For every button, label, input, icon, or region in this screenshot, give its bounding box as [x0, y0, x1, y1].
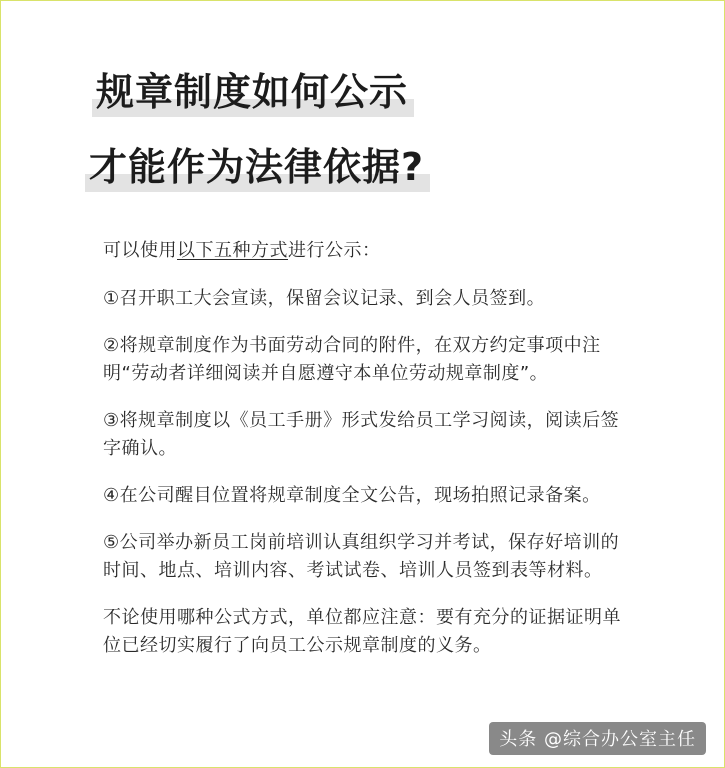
list-item-4: ④在公司醒目位置将规章制度全文公告，现场拍照记录备案。 — [103, 485, 601, 506]
intro-underlined: 以下五种方式 — [177, 240, 288, 261]
list-item-5: ⑤公司举办新员工岗前培训认真组织学习并考试，保存好培训的时间、地点、培训内容、考试试卷、培训人员签到表等材料。 — [103, 532, 620, 581]
conclusion-paragraph: 不论使用哪种公式方式，单位都应注意：要有充分的证据证明单位已经切实履行了向员工公示规章制度的义务。 — [103, 607, 621, 656]
intro-paragraph — [103, 237, 623, 265]
list-item-3: ③将规章制度以《员工手册》形式发给员工学习阅读，阅读后签字确认。 — [103, 410, 620, 459]
title-line-1 — [96, 70, 409, 114]
title-text-2: 才能作为法律依据? — [89, 145, 425, 189]
title-text-1: 规章制度如何公示 — [96, 70, 409, 114]
intro-suffix: 进行公示： — [288, 240, 381, 261]
list-item-2: ②将规章制度作为书面劳动合同的附件，在双方约定事项中注明“劳动者详细阅读并自愿遵守本单位劳动规章制度”。 — [103, 335, 601, 384]
source-watermark: 头条 @综合办公室主任 — [489, 722, 706, 755]
list-item-1: ①召开职工大会宣读，保留会议记录、到会人员签到。 — [103, 288, 546, 309]
body-content — [103, 237, 623, 679]
intro-prefix: 可以使用 — [103, 240, 177, 261]
title-line-2 — [89, 145, 425, 189]
